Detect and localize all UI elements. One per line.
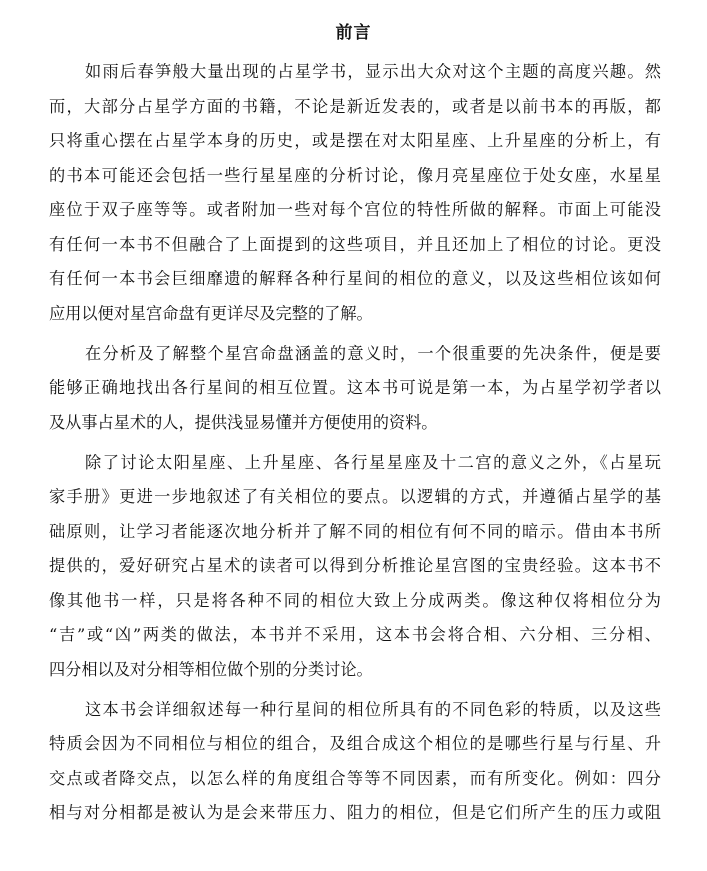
text-line: 座位于双子座等等。或者附加一些对每个宫位的特性所做的解释。市面上可能没	[49, 200, 661, 219]
page-title: 前言	[335, 23, 372, 43]
text-line: 及从事占星术的人，提供浅显易懂并方便使用的资料。	[49, 413, 438, 432]
text-line: “吉”或“凶”两类的做法，本书并不采用，这本书会将合相、六分相、三分相、	[49, 625, 661, 644]
text-line: 而，大部分占星学方面的书籍，不论是新近发表的，或者是以前书本的再版，都	[49, 97, 661, 116]
text-line: 有任何一本书不但融合了上面提到的这些项目，并且还加上了相位的讨论。更没	[49, 235, 661, 254]
text-line: 应用以便对星宫命盘有更详尽及完整的了解。	[49, 304, 373, 323]
text-line: 础原则，让学习者能逐次地分析并了解不同的相位有何不同的暗示。借由本书所	[49, 522, 661, 541]
text-line: 提供的，爱好研究占星术的读者可以得到分析推论星宫图的宝贵经验。这本书不	[49, 556, 661, 575]
text-line: 这本书会详细叙述每一种行星间的相位所具有的不同色彩的特质，以及这些	[85, 700, 661, 719]
text-line: 特质会因为不同相位与相位的组合，及组合成这个相位的是哪些行星与行星、升	[49, 734, 661, 753]
text-line: 家手册》更进一步地叙述了有关相位的要点。以逻辑的方式，并遵循占星学的基	[49, 487, 661, 506]
text-line: 交点或者降交点，以怎么样的角度组合等等不同因素，而有所变化。例如：四分	[49, 769, 661, 788]
text-line: 有任何一本书会巨细靡遗的解释各种行星间的相位的意义，以及这些相位该如何	[49, 269, 661, 288]
text-line: 的书本可能还会包括一些行星星座的分析讨论，像月亮星座位于处女座，水星星	[49, 166, 661, 185]
text-line: 除了讨论太阳星座、上升星座、各行星星座及十二宫的意义之外，《占星玩	[85, 453, 661, 472]
text-line: 在分析及了解整个星宫命盘涵盖的意义时，一个很重要的先决条件，便是要	[85, 344, 661, 363]
text-line: 相与对分相都是被认为是会来带压力、阻力的相位，但是它们所产生的压力或阻	[49, 803, 661, 822]
text-line: 只将重心摆在占星学本身的历史，或是摆在对太阳星座、上升星座的分析上，有	[49, 131, 661, 150]
text-line: 像其他书一样，只是将各种不同的相位大致上分成两类。像这种仅将相位分为	[49, 591, 661, 610]
text-line: 能够正确地找出各行星间的相互位置。这本书可说是第一本，为占星学初学者以	[49, 378, 661, 397]
text-line: 如雨后春笋般大量出现的占星学书，显示出大众对这个主题的高度兴趣。然	[85, 62, 661, 81]
text-line: 四分相以及对分相等相位做个别的分类讨论。	[49, 660, 373, 679]
